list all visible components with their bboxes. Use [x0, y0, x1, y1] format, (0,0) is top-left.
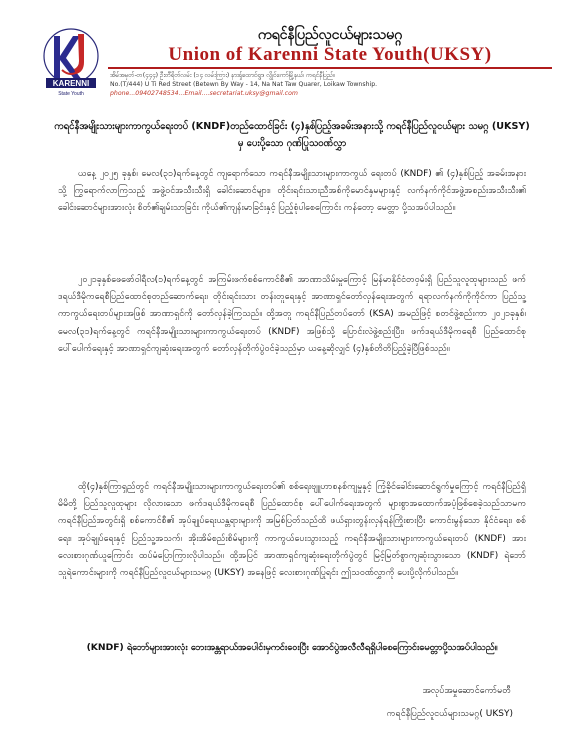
address-burmese: အိမ်အမှတ်-တ(၄၄၄) ဦးတီရိတ်လမ်း (၁၄ လမ်းကြား) နားရှ်ထောင်ရွာ၊ လွိုင်ကော်မြို့နယ်၊ ကရင်နီပြည်။ — [110, 72, 335, 79]
logo-subtext: State Youth — [58, 91, 84, 97]
org-name-burmese: ကရင်နီပြည်လူငယ်များသမဂ္ဂ — [257, 27, 403, 43]
paragraph-2: ၂၀၂၁ခုနှစ်ဖေဖော်ဝါရီလ(၁)ရက်နေ့တွင် အကြမ်းဖက်စစ်ကောင်စီ၏ အာဏာသိမ်းမှုကြောင့် မြန်မာနိုင်ငံတဝှမ်းရှိ ပြည်သူလူထုများသည် ဖက်ဒရယ်ဒီမိုကရေစီပြည်ထောင်စုတည်ဆောက်ရေး၊ တိုင်းရင်းသား တန်းတူရေးနှင့် အာဏာရှင်တော်လှန်ရေးအတွက် ရရာလက်နက်ကိုကိုင်ကာ ပြည်သူ့ကာကွယ်ရေးတပ်များအဖြစ် အာဏာရှင်ကို တော်လှန်ခဲ့ကြသည်။ ထို့အတူ ကရင်နီပြည်တပ်တော် (KSA) အမည်ဖြင့် စတင်ဖွဲ့စည်းကာ ၂၀၂၁ခုနှစ်၊ မေလ(၃၁)ရက်နေ့တွင် ကရင်နီအမျိုးသားများကာကွယ်ရေးတပ် (KNDF) အဖြစ်သို့ ပြောင်းလဲဖွဲ့စည်းပြီး၊ ဖက်ဒရယ်ဒီမိုကရေစီ ပြည်ထောင်စုပေါ်ပေါက်ရေးနှင့် အာဏာရှင်ကျဆုံးရေးအတွက် တော်လှန်တိုက်ပွဲဝင်ခဲ့သည်မှာ ယနေ့ဆိုလျှင် (၄)နှစ်တိတိပြည့်ခဲ့ပြီဖြစ်သည်။ — [58, 275, 526, 354]
paragraph-3: ထို(၄)နှစ်ကြာရှည်တွင် ကရင်နီအမျိုးသားများကာကွယ်ရေးတပ်၏ စစ်ရေးဗျူဟာစနစ်ကျမှုနှင့် ကြံ့ခိုင်ခေါင်းဆောင်ရွက်မှုကြောင့် ကရင်နီပြည်ရှိ မိမိတို့ ပြည်သူလူထုများ လိုလားသော ဖက်ဒရယ်ဒီမိုကရေစီ ပြည်ထောင်စု ပေါ်ပေါက်ရေးအတွက် များစွာအထောက်အပံ့ဖြစ်စေခဲ့သည်သာမက ကရင်နီပြည်အတွင်းရှိ စစ်ကောင်စီ၏ အုပ်ချုပ်ရေးယန္တရားများကို အမြစ်ပြတ်သည်ထိ ဖယ်ရှားတွန်းလှန်ရန်ကြိုးစားပြီး ကောင်းမွန်သော နိုင်ငံရေး၊ စစ်ရေး၊ အုပ်ချုပ်ရေးနှင့် ပြည်သူ့အသက်၊ အိုးအိမ်စည်းစိမ်များကို ကာကွယ်ပေးသွားသည့် ကရင်နီအမျိုးသားများကာကွယ်ရေးတပ် (KNDF) အား လေးစားဂုဏ်ယူကြောင်း ထပ်မံပြောကြားလိုပါသည်။ ထို့အပြင် အာဏာရှင်ကျဆုံးရေးတိုက်ပွဲတွင် မြင့်မြတ်စွာကျဆုံးသွားသော (KNDF) ရဲဘော်သူရဲကောင်းများကို ကရင်နီပြည်လူငယ်များသမဂ္ဂ (UKSY) အနေဖြင့် လေးစားဂုဏ်ပြုရင်း ဤသဝဏ်လွှာကို ပေးပို့လိုက်ပါသည်။ — [58, 482, 526, 579]
document-title: ကရင်နီအမျိုးသားများကာကွယ်ရေးတပ် (KNDF)တည်ထောင်ခြင်း (၄)နှစ်ပြည့်အခမ်းအနားသို့ ကရင်နီပြည်လူငယ်များ သမဂ္ဂ (UKSY) မှ ပေးပို့သော ဂုဏ်ပြုသဝဏ်လွှာ — [54, 121, 530, 149]
closing-wish: (KNDF) ရဲဘော်များအားလုံး ဘေးအန္တရာယ်အပေါင်းမှကင်းဝေးပြီး အောင်ပွဲအလီလီရရှိပါစေကြောင်းမေတ္တာပို့သအပ်ပါသည်။ — [86, 642, 498, 653]
logo-text: KARENNI — [52, 79, 90, 88]
uksy-logo-icon — [40, 26, 102, 98]
org-name-english: Union of Karenni State Youth(UKSY) — [168, 44, 492, 65]
org-block — [108, 26, 552, 98]
paragraph-1: ယနေ့ ၂၀၂၅ ခုနှစ်၊ မေလ(၃၁)ရက်နေ့တွင် ကျရောက်သော ကရင်နီအမျိုးသားများကာကွယ် ရေးတပ် (KNDF) ၏ (၄)နှစ်ပြည့် အခမ်းအနားသို့ ကြွရောက်လာကြသည့် အဖွဲ့ဝင်အသီးသီးရှိ ခေါင်းဆောင်များ၊ တိုင်းရင်းသားညီအစ်ကိုမောင်နှမများနှင့် လက်နက်ကိုင်အဖွဲ့အစည်းအသီးသီး၏ ခေါင်းဆောင်များအားလုံး စိတ်၏ချမ်းသာခြင်း ကိုယ်၏ကျန်းမာခြင်းနှင့် ပြည့်စုံပါစေကြောင်း ကန်တော့ မေတ္တာ ပို့သအပ်ပါသည်။ — [58, 169, 526, 214]
contact-line: phone...09402748534...Email....secretariat.uksy@gmail.com — [110, 90, 298, 97]
header-divider — [108, 67, 552, 69]
signer-title: အလုပ်အမှုဆောင်ကော်မတီ — [422, 686, 511, 696]
address-english: No.(T/444) U Ti Red Street (Betewn By Way - 14, Na Nat Taw Quarer, Loikaw Township. — [110, 81, 378, 88]
letterhead — [40, 26, 552, 98]
signer-organization: ကရင်နီပြည်လူငယ်များသမဂ္ဂ( UKSY) — [386, 709, 513, 719]
